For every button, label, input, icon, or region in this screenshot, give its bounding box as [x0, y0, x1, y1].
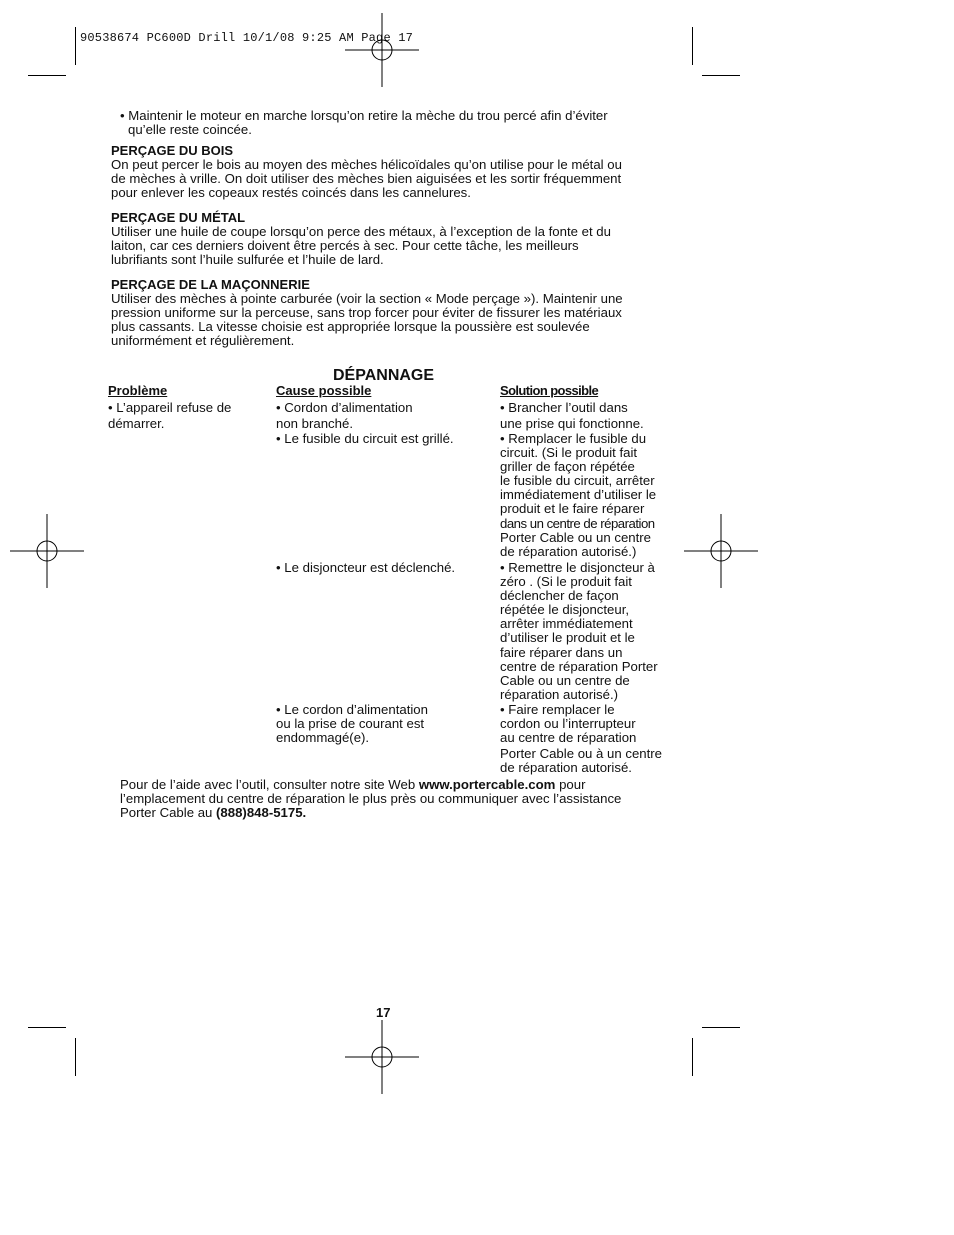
print-slug: 90538674 PC600D Drill 10/1/08 9:25 AM Page 17 [80, 31, 414, 45]
help-line-1 [120, 778, 621, 792]
problem-line: • L’appareil refuse de [108, 400, 232, 415]
section-line: de mèches à vrille. On doit utiliser des mèches bien aiguisées et les sortir fréquemment [111, 171, 622, 187]
help-line-3 [120, 806, 621, 820]
section-line: Utiliser une huile de coupe lorsqu’on perce des métaux, à l’exception de la fonte et du [111, 224, 611, 239]
section-line: uniformément et régulièrement. [111, 333, 295, 349]
solution-line: faire réparer dans un [500, 644, 623, 660]
solution-line: réparation autorisé.) [500, 686, 619, 702]
solution-line: zéro . (Si le produit fait [500, 574, 632, 590]
cause-line: • Cordon d’alimentation [276, 400, 413, 415]
solution-line: griller de façon répétée [500, 459, 635, 475]
solution-cell [500, 561, 658, 702]
registration-mark-right [684, 514, 758, 588]
column-header-solution: Solution possible [500, 383, 599, 398]
section-line: Utiliser des mèches à pointe carburée (voir la section « Mode perçage »). Maintenir une [111, 291, 623, 306]
solution-line: de réparation autorisé.) [500, 543, 637, 559]
intro-bullet-line: qu’elle reste coincée. [128, 122, 252, 138]
solution-line: immédiatement d’utiliser le [500, 487, 657, 503]
section-heading: PERÇAGE DU MÉTAL [111, 210, 246, 225]
cause-line: • Le disjoncteur est déclenché. [276, 560, 456, 575]
section-line: laiton, car ces derniers doivent être percés à sec. Pour cette tâche, les meilleurs [111, 238, 579, 254]
solution-line: déclencher de façon [500, 588, 619, 604]
solution-line: répétée le disjoncteur, [500, 602, 630, 618]
intro-bullet [120, 109, 608, 137]
help-text: pour [555, 777, 586, 792]
section-line: plus cassants. La vitesse choisie est appropriée lorsque la poussière est soulevée [111, 319, 590, 335]
section-line: pour enlever les copeaux restés coincés dans les cannelures. [111, 185, 471, 201]
troubleshooting-title: DÉPANNAGE [333, 367, 435, 384]
solution-line: circuit. (Si le produit fait [500, 445, 638, 461]
section-metal [111, 211, 611, 267]
cause-line: non branché. [276, 415, 353, 431]
solution-cell [500, 432, 656, 559]
solution-line: Cable ou un centre de [500, 672, 630, 688]
solution-line: • Remplacer le fusible du [500, 431, 647, 446]
cause-cell [276, 703, 428, 745]
solution-cell [500, 703, 662, 775]
cause-cell [276, 400, 413, 431]
website-link[interactable]: www.portercable.com [418, 777, 556, 792]
cause-cell [276, 561, 455, 575]
solution-line: de réparation autorisé. [500, 760, 632, 776]
section-heading: PERÇAGE DU BOIS [111, 143, 234, 158]
solution-line: • Faire remplacer le [500, 702, 615, 717]
solution-line: • Remettre le disjoncteur à [500, 560, 655, 575]
cause-line: • Le fusible du circuit est grillé. [276, 431, 454, 446]
solution-line: dans un centre de réparation [500, 515, 655, 531]
column-header-cause: Cause possible [276, 383, 372, 398]
solution-line: une prise qui fonctionne. [500, 415, 644, 431]
registration-mark-top [345, 13, 419, 87]
help-text: Pour de l’aide avec l’outil, consulter notre site Web [120, 777, 419, 792]
column-header-problem: Problème [108, 383, 168, 398]
phone-number: (888)848-5175. [216, 805, 307, 821]
solution-line: au centre de réparation [500, 730, 637, 746]
registration-mark-left [10, 514, 84, 588]
solution-line: • Brancher l’outil dans [500, 400, 628, 415]
solution-line: Porter Cable ou un centre [500, 529, 652, 545]
section-wood [111, 144, 622, 200]
cause-line: endommagé(e). [276, 730, 370, 746]
solution-cell [500, 400, 644, 431]
registration-mark-bottom [345, 1020, 419, 1094]
problem-cell [108, 400, 231, 431]
section-line: pression uniforme sur la perceuse, sans trop forcer pour éviter de fissurer les matériaux [111, 305, 622, 321]
solution-line: cordon ou l’interrupteur [500, 716, 636, 732]
solution-line: centre de réparation Porter [500, 658, 658, 674]
help-line-2: l’emplacement du centre de réparation le plus près ou communiquer avec l’assistance [120, 791, 622, 807]
cause-line: ou la prise de courant est [276, 716, 425, 732]
problem-line: démarrer. [108, 415, 165, 431]
cause-line: • Le cordon d’alimentation [276, 702, 428, 717]
section-masonry [111, 278, 623, 348]
solution-line: le fusible du circuit, arrêter [500, 473, 655, 489]
section-line: On peut percer le bois au moyen des mèches hélicoïdales qu’on utilise pour le métal ou [111, 157, 622, 172]
solution-line: Porter Cable ou à un centre [500, 746, 663, 762]
help-text: Porter Cable au [120, 805, 217, 821]
intro-bullet-line: • Maintenir le moteur en marche lorsqu’on retire la mèche du trou percé afin d’éviter [120, 108, 608, 123]
solution-line: arrêter immédiatement [500, 616, 633, 632]
page-number: 17 [376, 1005, 391, 1020]
section-heading: PERÇAGE DE LA MAÇONNERIE [111, 277, 310, 292]
cause-cell [276, 432, 454, 446]
section-line: lubrifiants sont l’huile sulfurée et l’huile de lard. [111, 252, 384, 268]
help-paragraph [120, 778, 621, 820]
solution-line: produit et le faire réparer [500, 501, 645, 517]
solution-line: d’utiliser le produit et le [500, 630, 635, 646]
